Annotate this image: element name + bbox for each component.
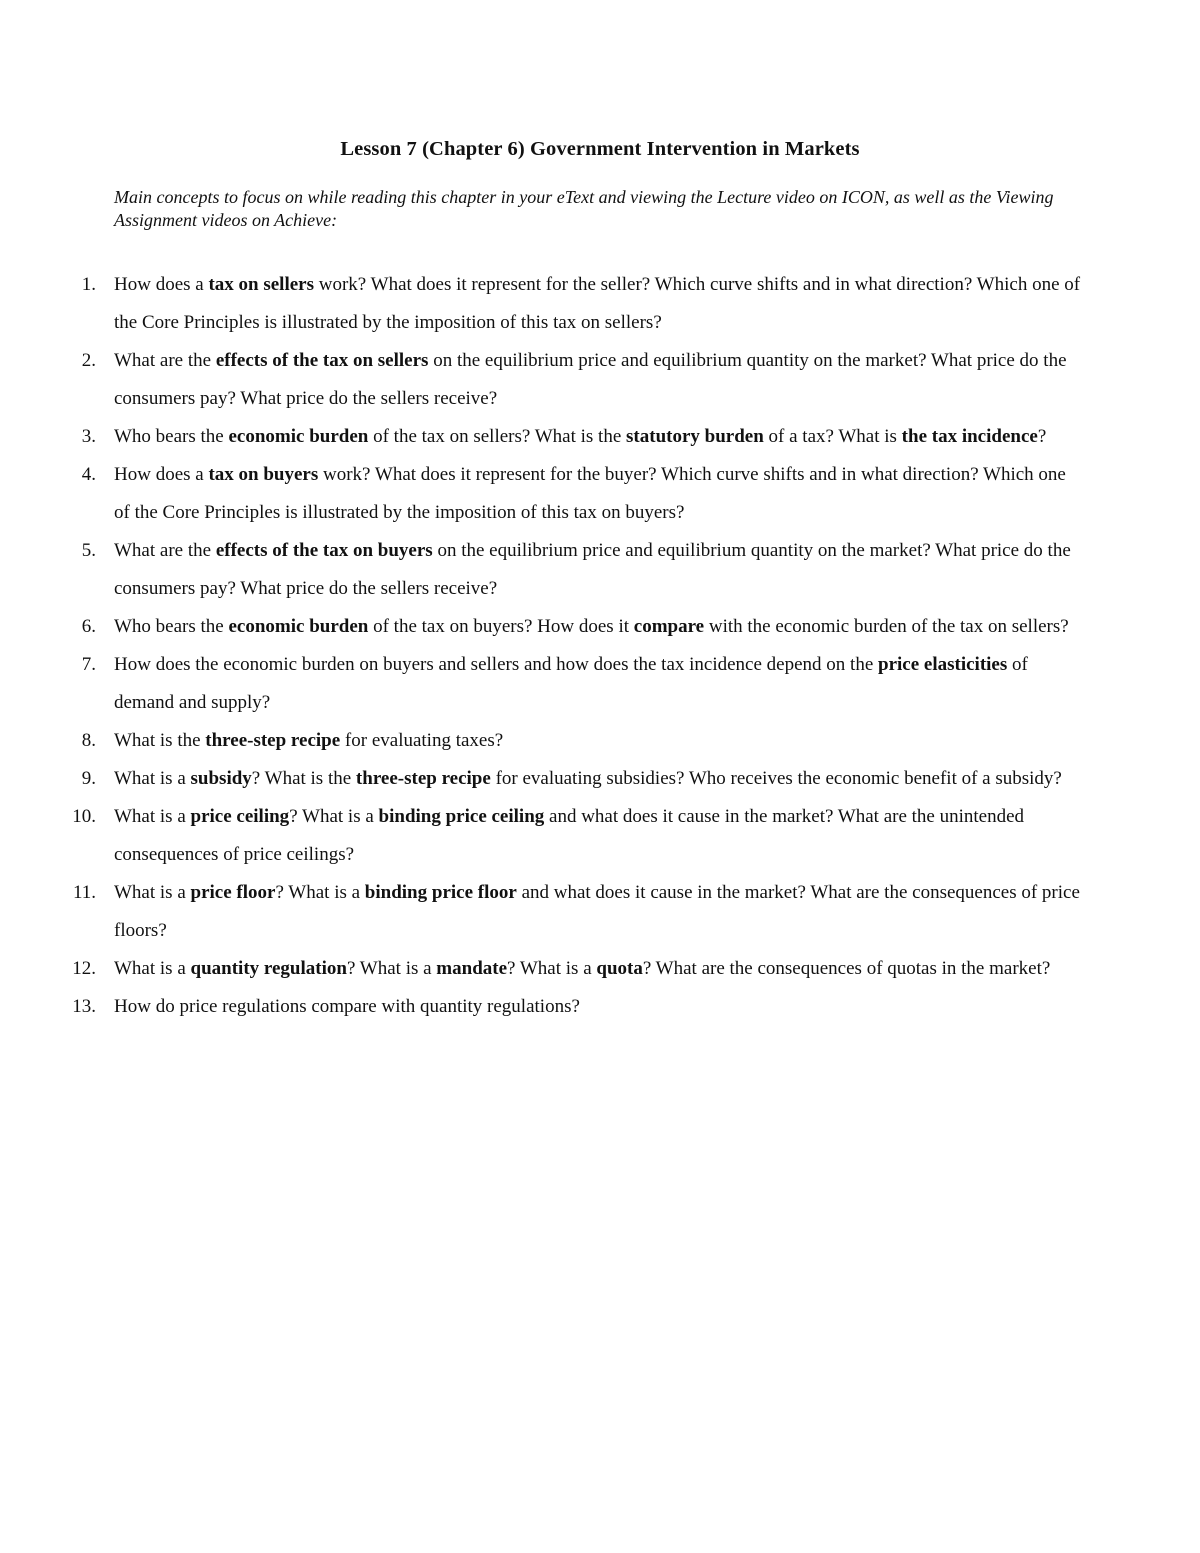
text-segment: What are the bbox=[114, 350, 216, 371]
text-segment: ? What is a bbox=[507, 958, 597, 979]
text-segment: Who bears the bbox=[114, 426, 229, 447]
bold-term: binding price floor bbox=[364, 882, 517, 903]
document-intro: Main concepts to focus on while reading this chapter in your eText and viewing the Lecture video on ICON, as well as the Viewing Assignment videos on Achieve: bbox=[114, 187, 1054, 230]
text-segment: work? What does it represent for the buyer? Which curve shifts and in what direction? Which one of the Core Principles is illustrated by the imposition of this tax on buyers? bbox=[114, 464, 1066, 523]
list-item bbox=[0, 418, 1084, 456]
text-segment: How do price regulations compare with quantity regulations? bbox=[114, 996, 580, 1017]
bold-term: tax on sellers bbox=[208, 274, 314, 295]
list-item-text bbox=[114, 540, 1071, 599]
bold-term: price elasticities bbox=[878, 654, 1008, 675]
text-segment: ? What is a bbox=[275, 882, 365, 903]
text-segment: work? What does it represent for the seller? Which curve shifts and in what direction? Which one of the Core Principles is illustrated by the imposition of this tax on sellers? bbox=[114, 274, 1081, 333]
list-item-text bbox=[114, 616, 1069, 637]
bold-term: price ceiling bbox=[190, 806, 290, 827]
list-item-number: 6. bbox=[81, 616, 96, 637]
list-item bbox=[0, 760, 1084, 798]
text-segment: What is a bbox=[114, 768, 191, 789]
bold-term: economic burden bbox=[228, 616, 369, 637]
question-list bbox=[0, 266, 1200, 1026]
text-segment: How does a bbox=[114, 274, 209, 295]
list-item-number: 9. bbox=[81, 768, 96, 789]
list-item-text bbox=[114, 426, 1046, 447]
text-segment: of demand and supply? bbox=[114, 654, 1028, 713]
text-segment: ? What are the consequences of quotas in the market? bbox=[642, 958, 1051, 979]
text-segment: and what does it cause in the market? What are the consequences of price floors? bbox=[114, 882, 1080, 941]
text-segment: of the tax on buyers? How does it bbox=[368, 616, 634, 637]
list-item bbox=[0, 798, 1084, 874]
list-item bbox=[0, 456, 1084, 532]
list-item-text bbox=[114, 730, 503, 751]
list-item-text bbox=[114, 882, 1080, 941]
text-segment: What is a bbox=[114, 806, 191, 827]
list-item bbox=[0, 874, 1084, 950]
text-segment: How does the economic burden on buyers and sellers and how does the tax incidence depend on the bbox=[114, 654, 878, 675]
bold-term: quantity regulation bbox=[190, 958, 347, 979]
list-item-text bbox=[114, 274, 1080, 333]
document-title: Lesson 7 (Chapter 6) Government Intervention in Markets bbox=[340, 138, 860, 160]
list-item-number: 8. bbox=[81, 730, 96, 751]
list-item bbox=[0, 608, 1084, 646]
bold-term: compare bbox=[633, 616, 705, 637]
text-segment: for evaluating taxes? bbox=[340, 730, 504, 751]
text-segment: for evaluating subsidies? Who receives the economic benefit of a subsidy? bbox=[490, 768, 1062, 789]
bold-term: mandate bbox=[436, 958, 508, 979]
list-item-text bbox=[114, 768, 1062, 789]
text-segment: Who bears the bbox=[114, 616, 229, 637]
bold-term: the tax incidence bbox=[901, 426, 1038, 447]
text-segment: of the tax on sellers? What is the bbox=[368, 426, 627, 447]
list-item bbox=[0, 988, 1084, 1026]
list-item-number: 12. bbox=[72, 958, 96, 979]
list-item-number: 2. bbox=[81, 350, 96, 371]
list-item-text bbox=[114, 806, 1024, 865]
list-item bbox=[0, 266, 1084, 342]
list-item-text bbox=[114, 464, 1066, 523]
bold-term: binding price ceiling bbox=[378, 806, 545, 827]
text-segment: on the equilibrium price and equilibrium quantity on the market? What price do the consumers pay? What price do the sellers receive? bbox=[114, 350, 1067, 409]
text-segment: ? What is a bbox=[346, 958, 437, 979]
list-item bbox=[0, 342, 1084, 418]
text-segment: What are the bbox=[114, 540, 216, 561]
list-item-number: 1. bbox=[81, 274, 96, 295]
list-item-number: 3. bbox=[81, 426, 96, 447]
bold-term: effects of the tax on sellers bbox=[215, 350, 429, 371]
text-segment: on the equilibrium price and equilibrium quantity on the market? What price do the consumers pay? What price do the sellers receive? bbox=[114, 540, 1071, 599]
list-item-number: 4. bbox=[81, 464, 96, 485]
bold-term: effects of the tax on buyers bbox=[215, 540, 433, 561]
text-segment: ? What is a bbox=[289, 806, 379, 827]
list-item-text bbox=[114, 350, 1067, 409]
list-item-text bbox=[114, 654, 1028, 713]
list-item bbox=[0, 722, 1084, 760]
text-segment: of a tax? What is bbox=[763, 426, 902, 447]
text-segment: with the economic burden of the tax on sellers? bbox=[704, 616, 1069, 637]
list-item bbox=[0, 532, 1084, 608]
bold-term: quota bbox=[596, 958, 643, 979]
bold-term: statutory burden bbox=[626, 426, 764, 447]
bold-term: economic burden bbox=[228, 426, 369, 447]
list-item bbox=[0, 646, 1084, 722]
text-segment: and what does it cause in the market? What are the unintended consequences of price ceilings? bbox=[114, 806, 1025, 865]
list-item-number: 13. bbox=[72, 996, 96, 1017]
list-item bbox=[0, 950, 1084, 988]
text-segment: What is a bbox=[114, 958, 191, 979]
bold-term: price floor bbox=[190, 882, 276, 903]
text-segment: How does a bbox=[114, 464, 209, 485]
text-segment: ? bbox=[1037, 426, 1047, 447]
list-item-number: 11. bbox=[72, 882, 96, 903]
bold-term: subsidy bbox=[190, 768, 252, 789]
bold-term: tax on buyers bbox=[208, 464, 319, 485]
list-item-number: 5. bbox=[81, 540, 96, 561]
bold-term: three-step recipe bbox=[355, 768, 491, 789]
text-segment: What is a bbox=[114, 882, 191, 903]
text-segment: ? What is the bbox=[251, 768, 356, 789]
list-item-text bbox=[114, 958, 1050, 979]
list-item-number: 10. bbox=[72, 806, 96, 827]
bold-term: three-step recipe bbox=[205, 730, 341, 751]
list-item-number: 7. bbox=[81, 654, 96, 675]
list-item-text bbox=[114, 996, 580, 1017]
text-segment: What is the bbox=[114, 730, 206, 751]
